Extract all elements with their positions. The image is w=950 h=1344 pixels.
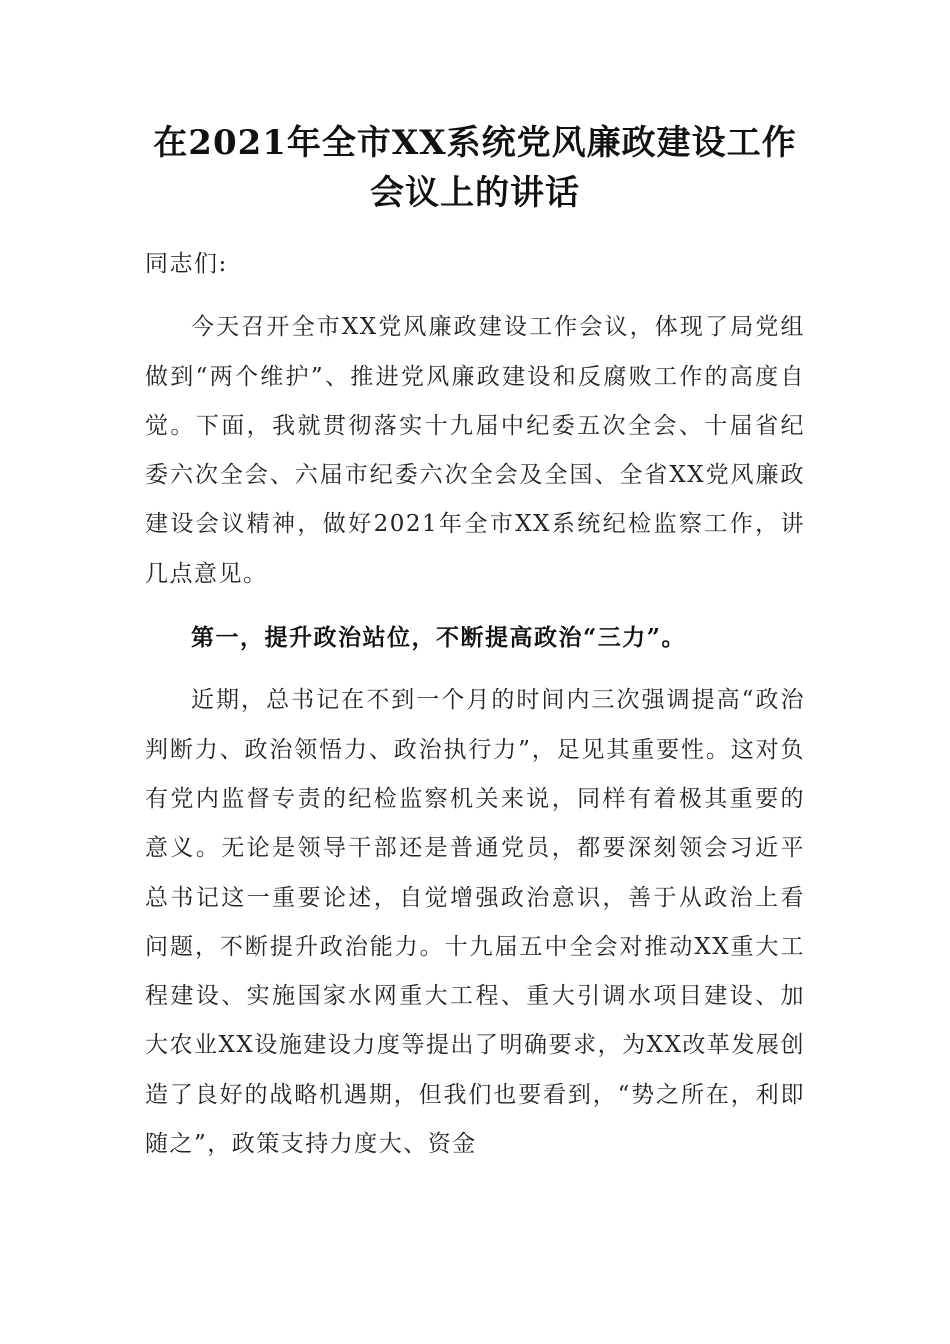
document-body <box>145 240 805 1169</box>
document-page <box>145 118 805 1169</box>
document-title: 在2021年全市XX系统党风廉政建设工作会议上的讲话 <box>153 123 797 213</box>
section-1-paragraph: 近期，总书记在不到一个月的时间内三次强调提高“政治判断力、政治领悟力、政治执行力”，足见其重要性。这对负有党内监督专责的纪检监察机关来说，同样有着极其重要的意义。无论是领导干部还是普通党员，都要深刻领会习近平总书记这一重要论述，自觉增强政治意识，善于从政治上看问题，不断提升政治能力。十九届五中全会对推动XX重大工程建设、实施国家水网重大工程、重大引调水项目建设、加大农业XX设施建设力度等提出了明确要求，为XX改革发展创造了良好的战略机遇期，但我们也要看到，“势之所在，利即随之”，政策支持力度大、资金 <box>145 687 805 1158</box>
intro-paragraph: 今天召开全市XX党风廉政建设工作会议，体现了局党组做到“两个维护”、推进党风廉政建设和反腐败工作的高度自觉。下面，我就贯彻落实十九届中纪委五次全会、十届省纪委六次全会、六届市纪委六次全会及全国、全省XX党风廉政建设会议精神，做好2021年全市XX系统纪检监察工作，讲几点意见。 <box>145 314 805 587</box>
salutation: 同志们: <box>145 251 228 277</box>
section-heading-1: 第一，提升政治站位，不断提高政治“三力”。 <box>191 624 686 652</box>
